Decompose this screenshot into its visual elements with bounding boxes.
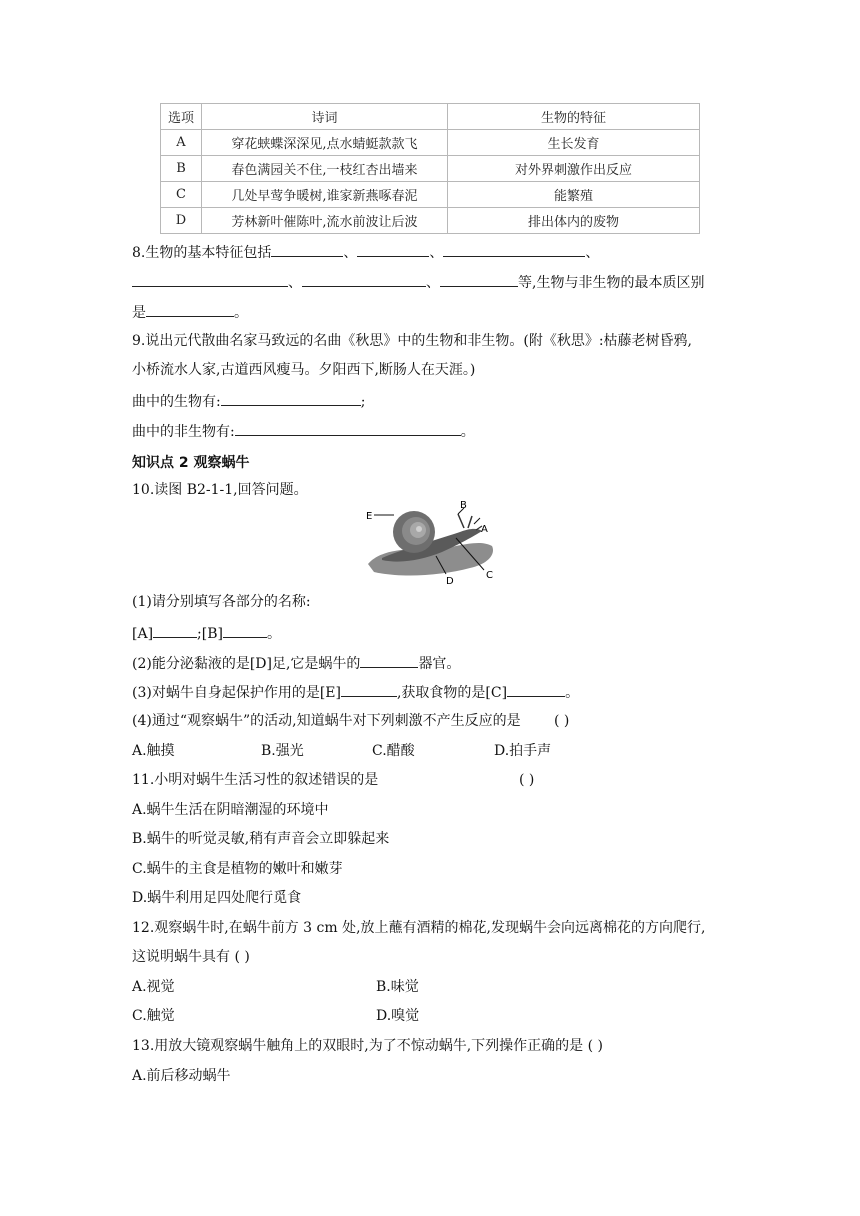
option-a[interactable]: A.蜗牛生活在阴暗潮湿的环境中 (132, 802, 329, 818)
q10-p3 (132, 681, 579, 703)
table-cell: 排出体内的废物 (448, 208, 700, 234)
table-cell: D (161, 208, 202, 234)
end-mark: 。 (266, 626, 281, 642)
q12-line2: 这说明蜗牛具有 ( ) (132, 949, 250, 965)
table-row (161, 208, 700, 234)
label-c: C (486, 570, 493, 581)
answer-blank[interactable] (360, 652, 418, 668)
option-c[interactable]: C.蜗牛的主食是植物的嫩叶和嫩芽 (132, 861, 343, 877)
q8-line1 (132, 241, 599, 263)
q10-p3-end: 。 (565, 685, 580, 701)
q9-living-label: 曲中的生物有: (132, 394, 221, 410)
separator: 、 (585, 245, 600, 261)
answer-blank[interactable] (507, 681, 565, 697)
label-bracket-a: [A] (132, 626, 154, 642)
answer-blank[interactable] (440, 271, 518, 287)
q10-p1-answers (132, 622, 281, 644)
table-cell: 对外界刺激作出反应 (448, 156, 700, 182)
table-row (161, 130, 700, 156)
option-b[interactable]: B.味觉 (376, 979, 419, 995)
label-bracket-b: ;[B] (197, 626, 223, 642)
table-row (161, 182, 700, 208)
q9-living (132, 390, 365, 412)
q10-p1: (1)请分别填写各部分的名称: (132, 594, 311, 610)
q10-p3-pre: (3)对蜗牛自身起保护作用的是[E] (132, 685, 341, 701)
tentacle (468, 516, 472, 528)
q10-p3-mid: ,获取食物的是[C] (396, 685, 508, 701)
label-a: A (481, 524, 488, 535)
table-cell: 生长发育 (448, 130, 700, 156)
q9-line1: 9.说出元代散曲名家马致远的名曲《秋思》中的生物和非生物。(附《秋思》:枯藤老树昏鸦, (132, 333, 692, 349)
table-header-row (161, 104, 700, 130)
answer-blank[interactable] (223, 622, 267, 638)
option-d[interactable]: D.拍手声 (494, 743, 552, 759)
table-header-cell: 选项 (161, 104, 202, 130)
q10-stem: 10.读图 B2-1-1,回答问题。 (132, 482, 308, 498)
separator: 、 (288, 275, 302, 291)
answer-paren[interactable]: ( ) (554, 713, 570, 729)
q10-p2-post: 器官。 (418, 656, 461, 672)
table-cell: C (161, 182, 202, 208)
snail-figure (360, 498, 500, 586)
q10-p4-text: (4)通过“观察蜗牛”的活动,知道蜗牛对下列刺激不产生反应的是 (132, 713, 521, 729)
shell-whorl (416, 526, 422, 532)
option-b[interactable]: B.强光 (261, 743, 304, 759)
q9-living-end: ; (360, 394, 366, 410)
option-a[interactable]: A.触摸 (132, 743, 175, 759)
option-c[interactable]: C.醋酸 (372, 743, 415, 759)
table-row (161, 156, 700, 182)
q13-stem: 13.用放大镜观察蜗牛触角上的双眼时,为了不惊动蜗牛,下列操作正确的是 ( ) (132, 1038, 603, 1054)
q8-line3-suffix: 。 (234, 305, 248, 321)
separator: 、 (426, 275, 440, 291)
q8-prefix: 8.生物的基本特征包括 (132, 245, 272, 261)
label-b: B (460, 500, 467, 511)
q10-p2-pre: (2)能分泌黏液的是[D]足,它是蜗牛的 (132, 656, 361, 672)
answer-blank[interactable] (146, 301, 234, 317)
answer-blank[interactable] (221, 390, 361, 406)
q8-suffix: 等,生物与非生物的最本质区别 (518, 275, 705, 291)
tentacle (458, 514, 464, 528)
q9-line2: 小桥流水人家,古道西风瘦马。夕阳西下,断肠人在天涯。) (132, 362, 476, 378)
option-d[interactable]: D.蜗牛利用足四处爬行觅食 (132, 890, 302, 906)
separator: 、 (429, 245, 444, 261)
option-b[interactable]: B.蜗牛的听觉灵敏,稍有声音会立即躲起来 (132, 831, 390, 847)
q8-line3 (132, 301, 248, 323)
section-heading: 知识点 2 观察蜗牛 (132, 455, 250, 471)
table-cell: 穿花蛱蝶深深见,点水蜻蜓款款飞 (202, 130, 448, 156)
label-e: E (366, 511, 373, 522)
q10-p4 (132, 711, 521, 731)
answer-blank[interactable] (443, 241, 585, 257)
q9-nonliving-label: 曲中的非生物有: (132, 424, 235, 440)
table-cell: 几处早莺争暖树,谁家新燕啄春泥 (202, 182, 448, 208)
q8-line3-prefix: 是 (132, 305, 146, 321)
table-cell: 芳林新叶催陈叶,流水前波让后波 (202, 208, 448, 234)
q10-p2 (132, 652, 460, 674)
q9-nonliving-end: 。 (460, 424, 475, 440)
q8-line2 (132, 271, 704, 293)
q12-line1: 12.观察蜗牛时,在蜗牛前方 3 cm 处,放上蘸有酒精的棉花,发现蜗牛会向远离棉花的方向爬行, (132, 920, 706, 936)
option-c[interactable]: C.触觉 (132, 1008, 175, 1024)
options-table (160, 103, 700, 234)
answer-blank[interactable] (302, 271, 426, 287)
table-cell: 能繁殖 (448, 182, 700, 208)
table-cell: 春色满园关不住,一枝红杏出墙来 (202, 156, 448, 182)
table-cell: B (161, 156, 202, 182)
answer-blank[interactable] (341, 681, 397, 697)
answer-paren[interactable]: ( ) (519, 772, 535, 788)
answer-blank[interactable] (271, 241, 343, 257)
separator: 、 (343, 245, 358, 261)
q9-nonliving (132, 420, 475, 442)
label-d: D (446, 576, 454, 586)
option-d[interactable]: D.嗅觉 (376, 1008, 420, 1024)
option-a[interactable]: A.前后移动蜗牛 (132, 1068, 231, 1084)
table-cell: A (161, 130, 202, 156)
answer-blank[interactable] (153, 622, 197, 638)
leader-line (474, 518, 480, 524)
table-header-cell: 生物的特征 (448, 104, 700, 130)
answer-blank[interactable] (132, 271, 288, 287)
answer-blank[interactable] (235, 420, 461, 436)
q11-stem: 11.小明对蜗牛生活习性的叙述错误的是 (132, 772, 379, 788)
answer-blank[interactable] (357, 241, 429, 257)
table-header-cell: 诗词 (202, 104, 448, 130)
option-a[interactable]: A.视觉 (132, 979, 175, 995)
